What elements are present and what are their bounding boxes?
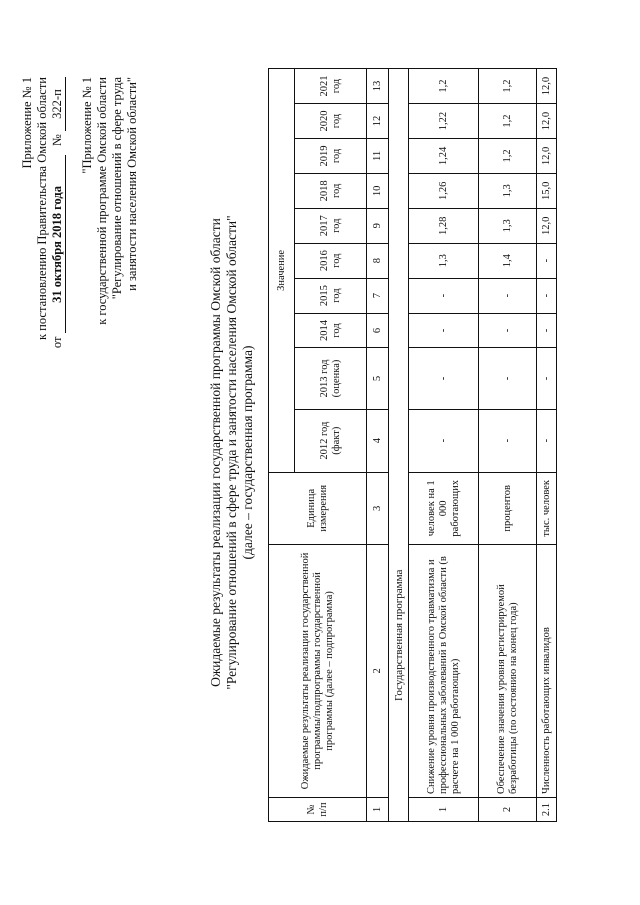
index-row <box>367 69 389 822</box>
program-appendix-label: "Приложение № 1 <box>80 77 94 174</box>
header-num: № п/п <box>269 798 367 822</box>
row-value: - <box>479 313 537 348</box>
row-value: 1,28 <box>409 208 479 243</box>
header-year: 2015 год <box>295 278 367 313</box>
title-line-3: (далее – государственная программа) <box>240 345 255 560</box>
header-year: 2020 год <box>295 104 367 139</box>
index-cell: 11 <box>367 138 389 173</box>
title-line-1: Ожидаемые результаты реализации государственной программы Омской области <box>208 218 223 687</box>
header-result: Ожидаемые результаты реализации государственной программы/подпрограммы государственной программы (далее – подпрограмма) <box>269 544 367 797</box>
row-value: 1,3 <box>479 208 537 243</box>
header-year: 2019 год <box>295 138 367 173</box>
table-row <box>479 69 537 822</box>
row-value: 1,2 <box>479 69 537 104</box>
index-cell: 12 <box>367 104 389 139</box>
index-cell: 13 <box>367 69 389 104</box>
decree-date-line <box>50 77 66 348</box>
section-heading: Государственная программа <box>389 69 409 822</box>
document-title <box>208 0 256 905</box>
date-prefix: от <box>50 336 64 349</box>
row-value: 1,4 <box>479 243 537 278</box>
table-row <box>409 69 479 822</box>
row-num: 2.1 <box>537 798 557 822</box>
row-unit: тыс. человек <box>537 472 557 544</box>
index-cell: 6 <box>367 313 389 348</box>
row-value: 15,0 <box>537 173 557 208</box>
decree-date: 31 октября 2018 года <box>50 155 66 333</box>
index-cell: 7 <box>367 278 389 313</box>
row-value: - <box>537 313 557 348</box>
row-value: 1,24 <box>409 138 479 173</box>
number-prefix: № <box>50 134 64 147</box>
row-unit: человек на 1 000 работающих <box>409 472 479 544</box>
row-value: 1,3 <box>409 243 479 278</box>
row-num: 2 <box>479 798 537 822</box>
index-cell: 9 <box>367 208 389 243</box>
header-year: 2012 год (факт) <box>295 409 367 472</box>
decree-number: 322-п <box>50 77 66 131</box>
row-value: - <box>537 348 557 409</box>
row-value: 12,0 <box>537 69 557 104</box>
header-year: 2017 год <box>295 208 367 243</box>
header-year: 2018 год <box>295 173 367 208</box>
row-value: 12,0 <box>537 104 557 139</box>
row-value: 12,0 <box>537 138 557 173</box>
row-value: 1,2 <box>479 138 537 173</box>
index-cell: 10 <box>367 173 389 208</box>
index-cell: 1 <box>367 798 389 822</box>
header-year: 2014 год <box>295 313 367 348</box>
row-unit: процентов <box>479 472 537 544</box>
row-value: - <box>409 313 479 348</box>
row-value: - <box>537 409 557 472</box>
index-cell: 8 <box>367 243 389 278</box>
row-value: - <box>479 278 537 313</box>
row-value: 1,26 <box>409 173 479 208</box>
header-year: 2016 год <box>295 243 367 278</box>
program-line-1: к государственной программе Омской области <box>95 77 109 325</box>
row-value: - <box>409 278 479 313</box>
row-text: Численность работающих инвалидов <box>537 544 557 797</box>
table-row <box>537 69 557 822</box>
index-cell: 4 <box>367 409 389 472</box>
header-unit: Единица измерения <box>269 472 367 544</box>
appendix-label: Приложение № 1 <box>20 77 34 169</box>
row-value: - <box>409 409 479 472</box>
program-line-2: "Регулирование отношений в сфере труда <box>110 77 124 300</box>
row-value: - <box>537 278 557 313</box>
row-text: Снижение уровня производственного травматизма и профессиональных заболеваний в Омской области (в расчете на 1 000 работающих) <box>409 544 479 797</box>
row-value: 1,2 <box>479 104 537 139</box>
row-value: 1,22 <box>409 104 479 139</box>
row-value: 1,3 <box>479 173 537 208</box>
row-value: 12,0 <box>537 208 557 243</box>
header-year: 2021 год <box>295 69 367 104</box>
row-num: 1 <box>409 798 479 822</box>
header-value: Значение <box>269 69 295 473</box>
row-value: - <box>479 409 537 472</box>
row-value: - <box>409 348 479 409</box>
header-year: 2013 год (оценка) <box>295 348 367 409</box>
decree-line: к постановлению Правительства Омской области <box>35 77 49 341</box>
row-value: - <box>537 243 557 278</box>
row-text: Обеспечение значения уровня регистрируемой безработицы (по состоянию на конец года) <box>479 544 537 797</box>
results-table <box>268 68 557 822</box>
index-cell: 3 <box>367 472 389 544</box>
program-line-3: и занятости населения Омской области" <box>125 77 139 291</box>
row-value: 1,2 <box>409 69 479 104</box>
row-value: - <box>479 348 537 409</box>
title-line-2: "Регулирование отношений в сфере труда и занятости населения Омской области" <box>224 215 239 690</box>
index-cell: 2 <box>367 544 389 797</box>
index-cell: 5 <box>367 348 389 409</box>
